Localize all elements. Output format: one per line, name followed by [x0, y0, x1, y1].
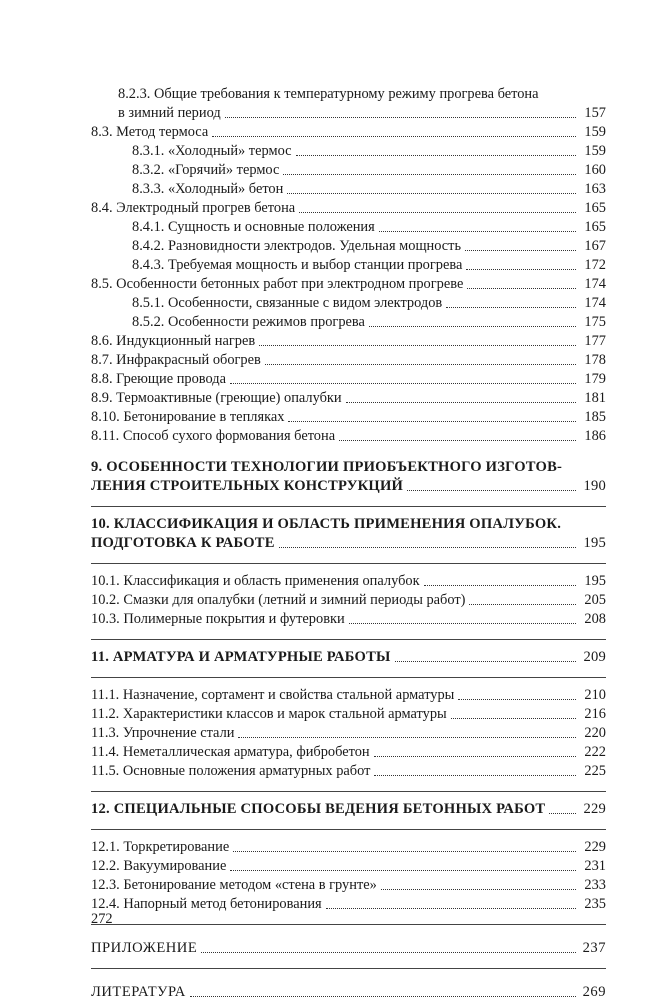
appendix-title: ПРИЛОЖЕНИЕ: [91, 940, 198, 956]
table-of-contents: [91, 85, 606, 1002]
toc-entry-wrapped-first-line: [91, 85, 606, 104]
toc-entry[interactable]: [91, 237, 606, 256]
toc-entry[interactable]: [91, 218, 606, 237]
toc-entry-title: 12.4. Напорный метод бетонирования: [91, 896, 322, 912]
toc-entry-title: 12.1. Торкретирование: [91, 839, 230, 855]
toc-section-8: [91, 85, 606, 446]
toc-entry-title: 8.8. Греющие провода: [91, 371, 226, 387]
toc-entry-title: 11.5. Основные положения арматурных работ: [91, 763, 371, 779]
toc-page-number: 225: [578, 762, 606, 781]
toc-entry[interactable]: [91, 332, 606, 351]
toc-entry[interactable]: [91, 427, 606, 446]
dot-leader: [339, 440, 576, 441]
toc-page-number: 179: [578, 370, 606, 389]
chapter-heading[interactable]: [91, 515, 606, 553]
toc-page-number: 175: [578, 313, 606, 332]
dot-leader: [407, 490, 576, 491]
chapter-title: ЛЕНИЯ СТРОИТЕЛЬНЫХ КОНСТРУКЦИЙ: [91, 478, 404, 494]
dot-leader: [230, 383, 576, 384]
toc-entry[interactable]: [91, 724, 606, 743]
toc-entry-title: 8.6. Индукционный нагрев: [91, 333, 256, 349]
toc-page-number: 160: [578, 161, 606, 180]
chapter-title: 9. ОСОБЕННОСТИ ТЕХНОЛОГИИ ПРИОБЪЕКТНОГО ИЗГОТОВ-: [91, 459, 563, 475]
toc-page-number: 195: [578, 534, 606, 553]
chapter-title-line: [91, 534, 606, 553]
dot-leader: [369, 326, 576, 327]
dot-leader: [451, 718, 576, 719]
toc-page-number: 186: [578, 427, 606, 446]
toc-page-number: 237: [578, 939, 606, 958]
divider: [91, 677, 606, 678]
dot-leader: [288, 421, 576, 422]
chapter-title-line: [91, 458, 606, 477]
toc-entry-title: 11.4. Неметаллическая арматура, фибробетон: [91, 744, 370, 760]
toc-page-number: 231: [578, 857, 606, 876]
chapter-title: 12. СПЕЦИАЛЬНЫЕ СПОСОБЫ ВЕДЕНИЯ БЕТОННЫХ РАБОТ: [91, 801, 546, 817]
toc-entry-title: 8.5.1. Особенности, связанные с видом электродов: [132, 295, 443, 311]
toc-page-number: 185: [578, 408, 606, 427]
divider: [91, 924, 606, 925]
toc-page-number: 172: [578, 256, 606, 275]
dot-leader: [458, 699, 576, 700]
toc-entry[interactable]: [91, 591, 606, 610]
toc-page-number: 210: [578, 686, 606, 705]
dot-leader: [238, 737, 576, 738]
toc-entry[interactable]: [91, 838, 606, 857]
dot-leader: [374, 775, 576, 776]
toc-entry-title: 12.2. Вакуумирование: [91, 858, 227, 874]
toc-entry[interactable]: [91, 294, 606, 313]
toc-page-number: 178: [578, 351, 606, 370]
toc-page-number: 205: [578, 591, 606, 610]
dot-leader: [467, 288, 576, 289]
toc-page-number: 233: [578, 876, 606, 895]
dot-leader: [233, 851, 576, 852]
toc-entry-title: 8.4.2. Разновидности электродов. Удельная мощность: [132, 238, 462, 254]
dot-leader: [259, 345, 576, 346]
toc-entry-title: 11.3. Упрочнение стали: [91, 725, 235, 741]
toc-entry-title: 10.3. Полимерные покрытия и футеровки: [91, 611, 345, 627]
toc-entry-title: 8.2.3. Общие требования к температурному режиму прогрева бетона: [118, 86, 539, 102]
toc-chapter-10: [91, 515, 606, 629]
dot-leader: [381, 889, 576, 890]
toc-entry[interactable]: [91, 686, 606, 705]
divider: [91, 829, 606, 830]
toc-page-number: 229: [578, 800, 606, 819]
toc-page-number: 177: [578, 332, 606, 351]
toc-entry[interactable]: [91, 610, 606, 629]
toc-entry-title: 8.7. Инфракрасный обогрев: [91, 352, 261, 368]
toc-entry-title: в зимний период: [118, 105, 221, 121]
toc-page-number: 190: [578, 477, 606, 496]
toc-entry[interactable]: [91, 180, 606, 199]
toc-entry-title: 8.9. Термоактивные (греющие) опалубки: [91, 390, 342, 406]
divider: [91, 791, 606, 792]
dot-leader: [374, 756, 576, 757]
toc-entry-title: 8.4.3. Требуемая мощность и выбор станции прогрева: [132, 257, 463, 273]
toc-entry[interactable]: [91, 142, 606, 161]
toc-page-number: 208: [578, 610, 606, 629]
divider: [91, 563, 606, 564]
toc-entry-title: 11.1. Назначение, сортамент и свойства стальной арматуры: [91, 687, 455, 703]
toc-literature[interactable]: [91, 983, 606, 1002]
dot-leader: [287, 193, 576, 194]
dot-leader: [395, 661, 576, 662]
toc-entry[interactable]: [91, 762, 606, 781]
toc-entry[interactable]: [91, 351, 606, 370]
toc-entry-title: 8.4.1. Сущность и основные положения: [132, 219, 375, 235]
toc-page-number: 165: [578, 199, 606, 218]
literature-title: ЛИТЕРАТУРА: [91, 984, 186, 1000]
toc-entry[interactable]: [91, 256, 606, 275]
dot-leader: [469, 604, 576, 605]
toc-entry-title: 8.5. Особенности бетонных работ при электродном прогреве: [91, 276, 464, 292]
toc-page-number: 159: [578, 142, 606, 161]
toc-page-number: 157: [578, 104, 606, 123]
dot-leader: [225, 117, 576, 118]
toc-page-number: 163: [578, 180, 606, 199]
toc-entry[interactable]: [91, 199, 606, 218]
dot-leader: [349, 623, 576, 624]
toc-entry[interactable]: [91, 876, 606, 895]
dot-leader: [279, 547, 576, 548]
toc-entry[interactable]: [91, 123, 606, 142]
dot-leader: [466, 269, 576, 270]
toc-page-number: 195: [578, 572, 606, 591]
spacer: [91, 446, 606, 458]
dot-leader: [424, 585, 576, 586]
dot-leader: [212, 136, 576, 137]
toc-entry[interactable]: [91, 370, 606, 389]
dot-leader: [326, 908, 576, 909]
dot-leader: [446, 307, 576, 308]
toc-page-number: 220: [578, 724, 606, 743]
divider: [91, 968, 606, 969]
chapter-heading[interactable]: [91, 800, 606, 819]
toc-entry-title: 8.5.2. Особенности режимов прогрева: [132, 314, 365, 330]
toc-entry-title: 10.1. Классификация и область применения опалубок: [91, 573, 420, 589]
dot-leader: [346, 402, 576, 403]
dot-leader: [296, 155, 576, 156]
toc-entry-title: 11.2. Характеристики классов и марок стальной арматуры: [91, 706, 447, 722]
toc-entry[interactable]: [91, 572, 606, 591]
toc-entry[interactable]: [91, 313, 606, 332]
toc-entry-title: 12.3. Бетонирование методом «стена в грунте»: [91, 877, 377, 893]
dot-leader: [379, 231, 576, 232]
toc-entry[interactable]: [91, 161, 606, 180]
toc-page-number: 174: [578, 294, 606, 313]
toc-entry-title: 8.3.3. «Холодный» бетон: [132, 181, 284, 197]
toc-chapter-11: [91, 648, 606, 781]
toc-page-number: 222: [578, 743, 606, 762]
toc-entry[interactable]: [91, 408, 606, 427]
divider: [91, 639, 606, 640]
divider: [91, 506, 606, 507]
toc-entry[interactable]: [91, 104, 606, 123]
toc-page-number: 167: [578, 237, 606, 256]
toc-entry-title: 8.10. Бетонирование в тепляках: [91, 409, 285, 425]
toc-page-number: 159: [578, 123, 606, 142]
toc-entry[interactable]: [91, 743, 606, 762]
chapter-title-line: [91, 477, 606, 496]
chapter-title: 11. АРМАТУРА И АРМАТУРНЫЕ РАБОТЫ: [91, 649, 391, 665]
toc-entry[interactable]: [91, 275, 606, 294]
dot-leader: [201, 952, 576, 953]
toc-entry[interactable]: [91, 389, 606, 408]
toc-appendix[interactable]: [91, 939, 606, 958]
dot-leader: [549, 813, 576, 814]
toc-page-number: 216: [578, 705, 606, 724]
toc-entry[interactable]: [91, 895, 606, 914]
dot-leader: [465, 250, 576, 251]
chapter-heading[interactable]: [91, 648, 606, 667]
toc-entry[interactable]: [91, 705, 606, 724]
toc-entry-title: 8.3.1. «Холодный» термос: [132, 143, 292, 159]
toc-page-number: 235: [578, 895, 606, 914]
toc-chapter-12: [91, 800, 606, 914]
toc-page-number: 165: [578, 218, 606, 237]
dot-leader: [299, 212, 576, 213]
toc-page-number: 209: [578, 648, 606, 667]
toc-entry-title: 8.11. Способ сухого формования бетона: [91, 428, 336, 444]
chapter-title-line: [91, 515, 606, 534]
toc-entry-title: 10.2. Смазки для опалубки (летний и зимний периоды работ): [91, 592, 466, 608]
toc-entry[interactable]: [91, 857, 606, 876]
page-number: 272: [91, 911, 113, 927]
toc-page-number: 229: [578, 838, 606, 857]
toc-page-number: 181: [578, 389, 606, 408]
chapter-title: 10. КЛАССИФИКАЦИЯ И ОБЛАСТЬ ПРИМЕНЕНИЯ ОПАЛУБОК.: [91, 516, 562, 532]
dot-leader: [265, 364, 576, 365]
toc-page-number: 174: [578, 275, 606, 294]
dot-leader: [190, 996, 576, 997]
toc-entry-title: 8.3. Метод термоса: [91, 124, 209, 140]
dot-leader: [283, 174, 576, 175]
toc-entry-title: 8.4. Электродный прогрев бетона: [91, 200, 296, 216]
toc-page-number: 269: [578, 983, 606, 1002]
dot-leader: [230, 870, 576, 871]
chapter-title: ПОДГОТОВКА К РАБОТЕ: [91, 535, 275, 551]
toc-entry-title: 8.3.2. «Горячий» термос: [132, 162, 280, 178]
toc-chapter-9[interactable]: [91, 458, 606, 496]
